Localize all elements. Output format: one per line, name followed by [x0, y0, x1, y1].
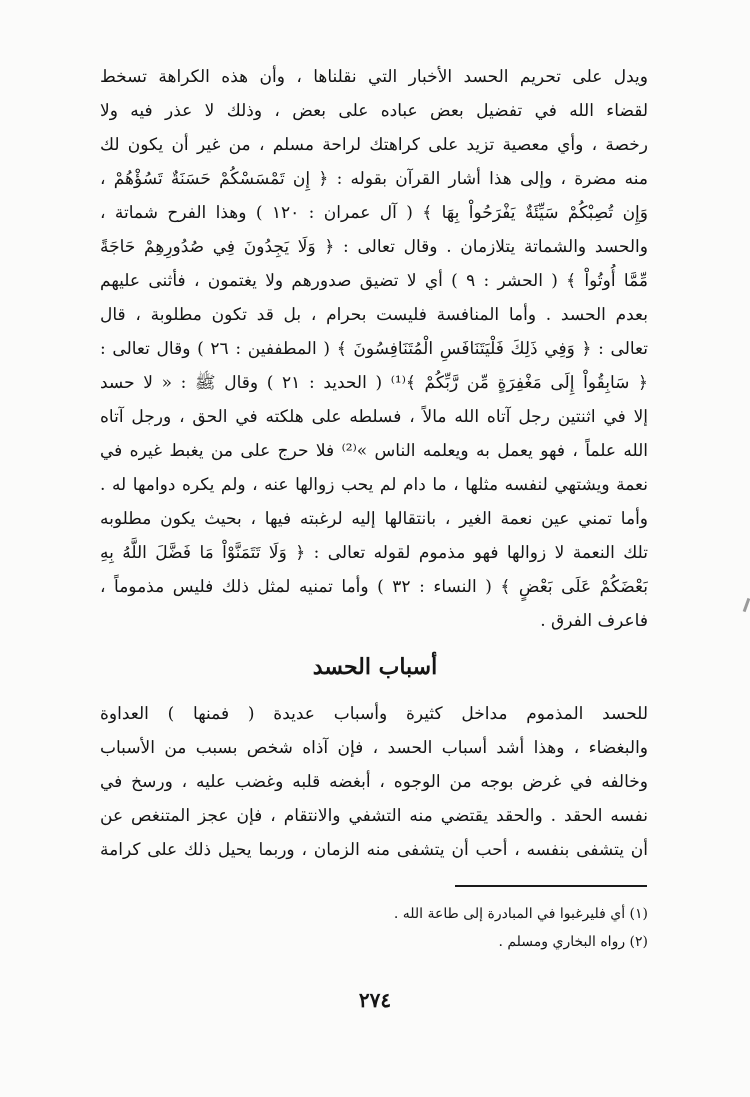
page-number: ٢٧٤	[358, 988, 392, 1012]
text-line: إلا في اثنتين رجل آتاه الله مالاً ، فسلطه على هلكته في الحق ، ورجل آتاه	[100, 407, 648, 427]
text-line: أن يتشفى بنفسه ، أحب أن يتشفى منه الزمان ، وربما يحيل ذلك على كرامة	[100, 840, 648, 860]
text-line: نعمة ويشتهي لنفسه مثلها ، ما دام لم يحب زوالها عنه ، ولم يكره دوامها له .	[100, 475, 648, 495]
footnote-divider	[455, 885, 647, 887]
text-line: الله علماً ، فهو يعمل به ويعلمه الناس »⁽²⁾ فلا حرج على من يغبط غيره في	[100, 441, 648, 461]
text-line: ﴿ سَابِقُواْ إِلَى مَغْفِرَةٍ مِّن رَّبِّكُمْ ﴾⁽¹⁾ ( الحديد : ٢١ ) وقال ﷺ : « لا حسد	[100, 373, 648, 393]
text-line: والحسد والشماتة يتلازمان . وقال تعالى : ﴿ وَلَا يَجِدُونَ فِي صُدُورِهِمْ حَاجَةً	[100, 237, 648, 257]
footnote-2: (٢) رواه البخاري ومسلم .	[498, 934, 648, 950]
footnotes	[100, 900, 648, 956]
text-line: نفسه الحقد . والحقد يقتضي منه التشفي والانتقام ، فإن عجز المتنغص عن	[100, 806, 648, 826]
page-edge-mark	[743, 598, 750, 612]
text-line: بعدم الحسد . وأما المنافسة فليست بحرام ، بل قد تكون مطلوبة ، قال	[100, 305, 648, 325]
text-line: ويدل على تحريم الحسد الأخبار التي نقلناها ، وأن هذه الكراهة تسخط	[100, 67, 648, 87]
text-line: بَعْضَكُمْ عَلَى بَعْضٍ ﴾ ( النساء : ٣٢ ) وأما تمنيه لمثل ذلك فليس مذموماً ،	[100, 577, 648, 597]
text-line: وأما تمني عين نعمة الغير ، بانتقالها إليه لرغبته فيها ، بحيث يكون مطلوبه	[100, 509, 648, 529]
text-line: لقضاء الله في تفضيل بعض عباده على بعض ، وذلك لا عذر فيه ولا	[100, 101, 648, 121]
section-heading: أسباب الحسد	[312, 654, 438, 680]
text-line: فاعرف الفرق .	[540, 611, 648, 631]
text-line: وخالفه في غرض بوجه من الوجوه ، أبغضه قلبه وغضب عليه ، ورسخ في	[100, 772, 648, 792]
text-line: تلك النعمة لا زوالها فهو مذموم لقوله تعالى : ﴿ وَلَا تَتَمَنَّوْاْ مَا فَضَّلَ اللَّهُ بِهِ	[100, 543, 648, 563]
text-line: والبغضاء ، وهذا أشد أسباب الحسد ، فإن آذاه شخص بسبب من الأسباب	[100, 738, 648, 758]
body-paragraph-2	[100, 697, 648, 867]
text-line: مِّمَّا أُوتُواْ ﴾ ( الحشر : ٩ ) أي لا تضيق صدورهم ولا يغتمون ، فأثنى عليهم	[100, 271, 648, 291]
footnote-1: (١) أي فليرغبوا في المبادرة إلى طاعة الله .	[393, 906, 648, 922]
text-line: منه مضرة ، وإلى هذا أشار القرآن بقوله : ﴿ إِن تَمْسَسْكُمْ حَسَنَةٌ تَسُؤْهُمْ ،	[100, 169, 648, 189]
body-paragraph-1	[100, 60, 648, 638]
text-line: للحسد المذموم مداخل كثيرة وأسباب عديدة ( فمنها ) العداوة	[100, 704, 648, 724]
text-line: تعالى : ﴿ وَفِي ذَلِكَ فَلْيَتَنَافَسِ الْمُتَنَافِسُونَ ﴾ ( المطففين : ٢٦ ) وقال تعالى :	[100, 339, 648, 359]
text-line: رخصة ، وأي معصية تزيد على كراهتك لراحة مسلم ، من غير أن يكون لك	[100, 135, 648, 155]
text-line: وَإِن تُصِبْكُمْ سَيِّئَةٌ يَفْرَحُواْ بِهَا ﴾ ( آل عمران : ١٢٠ ) وهذا الفرح شماتة ،	[100, 203, 648, 223]
